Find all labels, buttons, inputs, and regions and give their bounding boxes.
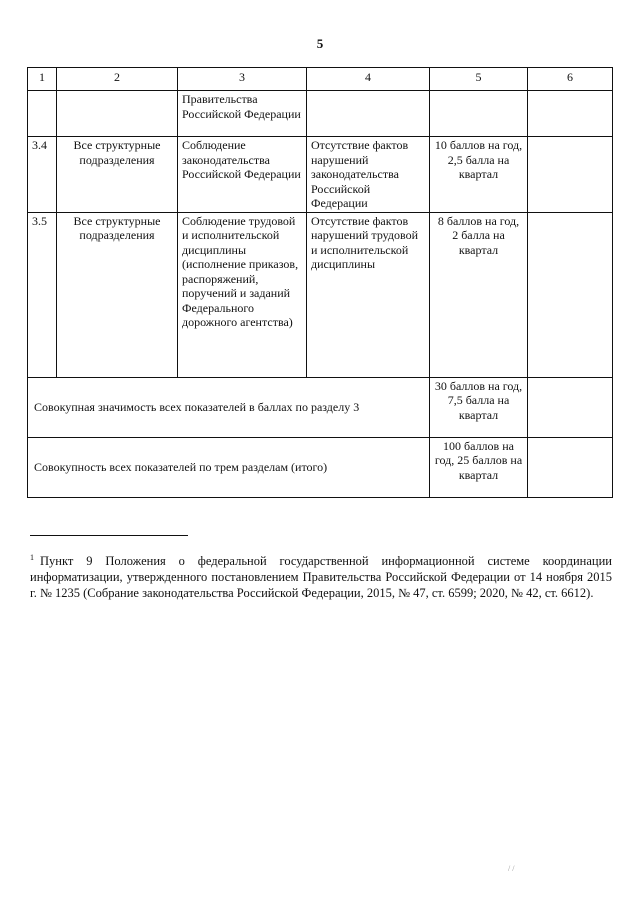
header-cell: 2 <box>57 68 178 91</box>
row-number: 3.4 <box>28 137 57 213</box>
scan-specks: / / <box>508 864 515 873</box>
table-cell <box>528 377 613 437</box>
row-score: 10 баллов на год, 2,5 балла на квартал <box>430 137 528 213</box>
table-cell <box>528 91 613 137</box>
row-criterion: Соблюдение трудовой и исполнительской дисциплины (исполнение приказов, распоряжений, поручений и заданий Федерального дорожного агентства) <box>178 212 307 377</box>
table-cell <box>307 91 430 137</box>
row-col6 <box>528 212 613 377</box>
table-cell <box>430 91 528 137</box>
table-cell <box>57 91 178 137</box>
continuation-row <box>28 91 613 137</box>
table-cell <box>528 437 613 497</box>
summary-total-row <box>28 437 613 497</box>
footnote-text: Пункт 9 Положения о федеральной государственной информационной системе координации информатизации, утвержденного постановлением Правительства Российской Федерации от 14 ноября 2015 г. № 1235 (Собрание законодательства Российской Федерации, 2015, № 47, ст. 6599; 2020, № 42, ст. 6612). <box>30 554 612 601</box>
footnote <box>30 550 612 601</box>
header-cell: 4 <box>307 68 430 91</box>
footnote-marker: 1 <box>30 553 34 562</box>
row-units: Все структурные подразделения <box>57 137 178 213</box>
row-criterion: Соблюдение законодательства Российской Федерации <box>178 137 307 213</box>
row-indicator: Отсутствие фактов нарушений законодательства Российской Федерации <box>307 137 430 213</box>
table-cell <box>28 91 57 137</box>
header-cell: 3 <box>178 68 307 91</box>
indicators-table <box>27 67 613 498</box>
header-row <box>28 68 613 91</box>
row-score: 8 баллов на год, 2 балла на квартал <box>430 212 528 377</box>
table-row <box>28 212 613 377</box>
summary-section-row <box>28 377 613 437</box>
header-cell: 1 <box>28 68 57 91</box>
header-cell: 6 <box>528 68 613 91</box>
footnote-separator <box>30 535 188 536</box>
summary-section-score: 30 баллов на год, 7,5 балла на квартал <box>430 377 528 437</box>
summary-total-label: Совокупность всех показателей по трем разделам (итого) <box>28 437 430 497</box>
row-col6 <box>528 137 613 213</box>
row-number: 3.5 <box>28 212 57 377</box>
continuation-text: Правительства Российской Федерации <box>178 91 307 137</box>
row-indicator: Отсутствие фактов нарушений трудовой и исполнительской дисциплины <box>307 212 430 377</box>
summary-total-score: 100 баллов на год, 25 баллов на квартал <box>430 437 528 497</box>
summary-section-label: Совокупная значимость всех показателей в баллах по разделу 3 <box>28 377 430 437</box>
table-row <box>28 137 613 213</box>
page-number: 5 <box>316 36 324 51</box>
row-units: Все структурные подразделения <box>57 212 178 377</box>
header-cell: 5 <box>430 68 528 91</box>
